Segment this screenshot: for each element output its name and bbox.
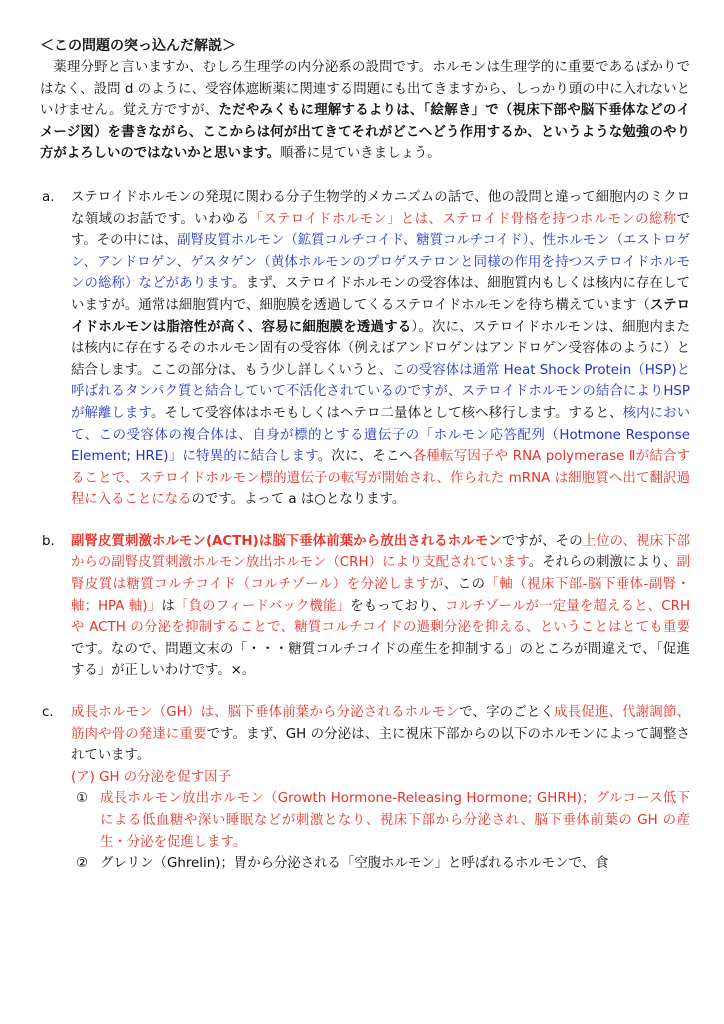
item-c-label: c.	[42, 705, 54, 721]
section-heading: ＜この問題の突っ込んだ解説＞	[40, 38, 236, 54]
a-s8: この受容体は通常 Heat Shock Protein（HSP)と呼ばれるタンパク質と結合していて不活化されているのですが、ステロイドホルモンの結合によりHSP が解離します	[71, 362, 690, 421]
a-s7: ）。次に、ステロイドホルモンは、細胞内または核内に存在するそのホルモン固有の受容体（例えばアンドロゲンはアンドロゲン受容体のように）と結合します。ここの部分は、もう少し詳しくいうと、	[71, 319, 690, 378]
a-s6: ステロイドホルモンは脂溶性が高く、容易に細胞膜を透過する	[71, 297, 690, 335]
b-s5: 副腎皮質は糖質コルチコイド（コルチゾール）を分泌しますが	[71, 555, 690, 593]
item-a	[40, 187, 690, 511]
a-s11: 。次に、そこへ	[317, 449, 413, 465]
item-c-point-2	[40, 853, 690, 875]
item-c-point-1	[40, 788, 690, 853]
a-s13: のです。よって a は○となります。	[191, 492, 406, 508]
a-s10: 核内において、この受容体の複合体は、自身が標的とする遺伝子の「ホルモン応答配列（Hotmone Response Element; HRE)」に特異的に結合します	[71, 405, 690, 465]
intro-text-1: 薬理分野と言いますか、むしろ生理学の内分泌系の設問です。ホルモンは生理学的に重要であるばかりではなく、設問 d のように、受容体遮断薬に関連する問題にも出てきますから、しっかり頭の中に入れないといけません。覚え方ですが、	[40, 60, 690, 119]
a-s5: 。まず、ステロイドホルモンの受容体は、細胞質内もしくは核内に存在していますが。通常は細胞質内で、細胞膜を透過してくるステロイドホルモンを待ち構えています（	[71, 276, 690, 313]
c-s1: 成長ホルモン（GH）は、脳下垂体前葉から分泌されるホルモン	[71, 705, 460, 721]
b-s12: です。なので、問題文末の「・・・糖質コルチコイドの産生を抑制する」のところが間違えで、「促進する」が正しいわけです。×。	[71, 641, 690, 679]
item-b-label: b.	[42, 533, 55, 549]
item-b	[40, 531, 690, 682]
item-b-text	[71, 531, 690, 682]
intro-paragraph	[40, 57, 690, 165]
b-s3: 上位の、視床下部からの副腎皮質刺激ホルモン放出ホルモン（CRH）により支配されています	[71, 533, 691, 571]
b-s8: は	[161, 598, 175, 614]
point-2-number: ②	[76, 856, 89, 872]
a-s3: です。その中には、	[71, 211, 690, 249]
b-s4: 。それらの刺激により、	[528, 555, 677, 571]
point-1-number: ①	[76, 791, 89, 807]
item-a-text	[71, 187, 690, 511]
c-s2: で、字のごとく	[459, 705, 555, 721]
b-s7: 「軸（視床下部-脳下垂体-副腎・軸；HPA 軸)」	[71, 577, 690, 614]
b-s1: 副腎皮質刺激ホルモン(ACTH)は脳下垂体前葉から放出されるホルモン	[71, 533, 502, 549]
item-c-text	[71, 702, 690, 767]
item-c	[40, 702, 690, 875]
c-s3: 成長促進、代謝調節、筋肉や骨の発達に重要	[71, 705, 690, 742]
a-s12: 各種転写因子や RNA polymerase Ⅱが結合することで、ステロイドホルモン標的遺伝子の転写が開始され、作られた mRNA は細胞質へ出て翻訳過程に入ることになる	[71, 449, 690, 508]
b-s9: 「負のフィードバック機能」	[175, 598, 351, 614]
point-2-text: グレリン（Ghrelin)；胃から分泌される「空腹ホルモン」と呼ばれるホルモンで、食	[100, 856, 609, 872]
a-s2: 「ステロイドホルモン」とは、ステロイド骨格を持つホルモンの総称	[249, 211, 677, 227]
b-s10: をもっており、	[350, 598, 446, 614]
document-page	[40, 36, 690, 875]
b-s11: コルチゾールが一定量を超えると、CRH や ACTH の分泌を抑制することで、糖質コルチコイドの過剰分泌を抑える、ということはとても重要	[71, 598, 691, 636]
a-s4: 副腎皮質ホルモン（鉱質コルチコイド、糖質コルチコイド）、性ホルモン（エストロゲン、アンドロゲン、ゲスタゲン（黄体ホルモンのプロゲステロンと同様の作用を持つステロイドホルモンの総称）などがあります	[71, 233, 690, 292]
c-s4: です。まず、GH の分泌は、主に視床下部からの以下のホルモンによって調整されています。	[71, 726, 691, 764]
intro-text-2: ただやみくもに理解するよりは、「絵解き」で（視床下部や脳下垂体などのイメージ図）を書きながら、ここからは何が出てきてそれがどこへどう作用するか、というような勉強のやり方がよろしいのではないかと思います。	[40, 103, 690, 162]
b-s2: ですが、その	[501, 533, 583, 549]
item-a-label: a.	[42, 189, 55, 205]
b-s6: 、この	[443, 577, 486, 593]
intro-text-3: 順番に見ていきましょう。	[279, 146, 441, 162]
a-s1: ステロイドホルモンの発現に関わる分子生物学的メカニズムの話で、他の設問と違って細胞内のミクロな領域のお話です。いわゆる	[71, 189, 690, 227]
item-c-subheading: (ア) GH の分泌を促す因子	[71, 769, 231, 785]
a-s9: 。そして受容体はホモもしくはヘテロ二量体として核へ移行します。すると、	[150, 405, 623, 421]
point-1-text: 成長ホルモン放出ホルモン（Growth Hormone-Releasing Hormone; GHRH)；グルコース低下による低血糖や深い睡眠などが刺激となり、視床下部から分泌され、脳下垂体前葉の GH の産生・分泌を促進します。	[100, 791, 690, 850]
